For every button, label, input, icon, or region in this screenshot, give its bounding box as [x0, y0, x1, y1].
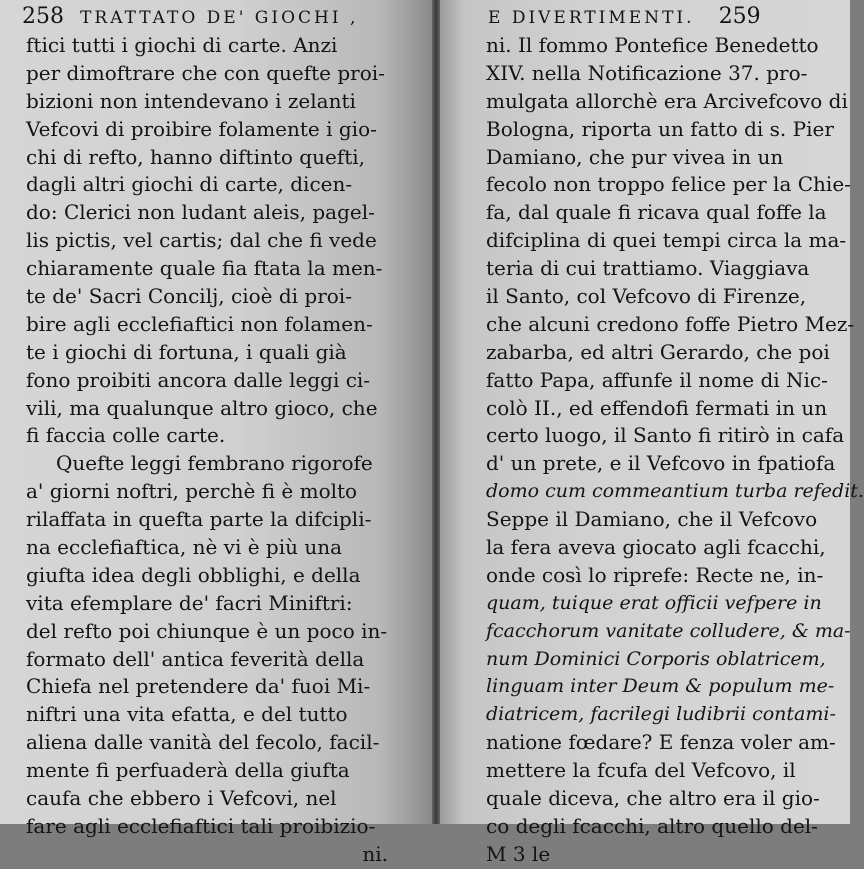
text-line: bire agli ecclefiaftici non folamen- — [26, 311, 373, 336]
text-line: la fera aveva giocato agli fcacchi, — [486, 535, 826, 560]
text-line: vili, ma qualunque altro gioco, che — [26, 395, 378, 420]
right-running-head — [488, 2, 761, 32]
text-line: Quefte leggi fembrano rigorofe — [56, 451, 373, 476]
text-line: Vefcovi di proibire folamente i gio- — [26, 116, 377, 141]
text-line: fa, dal quale fi ricava qual foffe la — [486, 200, 827, 225]
text-line: formato dell' antica feverità della — [26, 646, 365, 671]
text-line: te i giochi di fortuna, i quali già — [26, 339, 347, 364]
text-line: caufa che ebbero i Vefcovi, nel — [26, 786, 337, 811]
text-line: quale diceva, che altro era il gio- — [486, 786, 820, 811]
text-line: do: Clerici non ludant aleis, pagel- — [26, 200, 375, 225]
book-gutter — [432, 0, 440, 824]
right-running-title: E DIVERTIMENTI. — [488, 8, 695, 28]
text-line: il Santo, col Vefcovo di Firenze, — [486, 284, 807, 309]
text-line: certo luogo, il Santo fi ritirò in cafa — [486, 423, 845, 448]
text-line: linguam inter Deum & populum me- — [486, 675, 835, 698]
text-line: lis pictis, vel cartis; dal che fi vede — [26, 228, 377, 253]
left-running-head — [22, 2, 358, 32]
text-line: per dimoftrare che con quefte proi- — [26, 60, 385, 85]
left-page-number: 258 — [22, 4, 64, 29]
text-line: num Dominici Corporis oblatricem, — [486, 647, 826, 670]
text-line: chi di refto, hanno diftinto quefti, — [26, 144, 366, 169]
text-line: teria di cui trattiamo. Viaggiava — [486, 256, 810, 281]
text-line: vita efemplare de' facri Miniftri: — [26, 590, 353, 615]
text-line: bizioni non intendevano i zelanti — [26, 88, 356, 113]
text-line: na ecclefiaftica, nè vi è più una — [26, 535, 343, 560]
text-line: mente fi perfuaderà della giufta — [26, 758, 350, 783]
text-line: fecolo non troppo felice per la Chie- — [486, 172, 851, 197]
text-line: chiaramente quale fia ftata la men- — [26, 256, 383, 281]
text-line: domo cum commeantium turba refedit. — [486, 480, 864, 503]
left-page — [0, 0, 432, 866]
text-line: mettere la fcufa del Vefcovo, il — [486, 758, 796, 783]
left-running-title: TRATTATO DE' GIOCHI , — [80, 8, 359, 28]
text-line: onde così lo riprefe: Recte ne, in- — [486, 562, 824, 587]
text-line: quam, tuique erat officii vefpere in — [486, 591, 822, 614]
text-line: mulgata allorchè era Arcivefcovo di — [486, 88, 848, 113]
text-line: fono proibiti ancora dalle leggi ci- — [26, 367, 371, 392]
text-line: Chiefa nel pretendere da' fuoi Mi- — [26, 674, 371, 699]
text-line: fatto Papa, affunfe il nome di Nic- — [486, 367, 828, 392]
right-text-block — [486, 32, 864, 869]
text-line: ftici tutti i giochi di carte. Anzi — [26, 33, 338, 57]
text-line: M 3 le — [486, 841, 551, 866]
text-line: fcacchorum vanitate colludere, & ma- — [486, 619, 851, 642]
text-line: Damiano, che pur vivea in un — [486, 144, 784, 169]
text-line: XIV. nella Notificazione 37. pro- — [486, 60, 808, 85]
text-line: fare agli ecclefiaftici tali proibizio- — [26, 813, 376, 838]
text-line: giufta idea degli obblighi, e della — [26, 562, 361, 587]
text-line: del refto poi chiunque è un poco in- — [26, 618, 388, 643]
text-line: ni. Il fommo Pontefice Benedetto — [486, 33, 819, 57]
text-line: natione fœdare? E fenza voler am- — [486, 730, 836, 755]
text-line: che alcuni credono foffe Pietro Mez- — [486, 311, 855, 336]
text-line: te de' Sacri Concilj, cioè di proi- — [26, 284, 352, 309]
text-line: d' un prete, e il Vefcovo in fpatiofa — [486, 451, 836, 476]
text-line: colò II., ed effendofi fermati in un — [486, 395, 828, 420]
left-text-block — [26, 32, 396, 869]
text-line: difciplina di quei tempi circa la ma- — [486, 228, 847, 253]
text-line: niftri una vita efatta, e del tutto — [26, 702, 348, 727]
right-page-number: 259 — [718, 4, 761, 29]
text-line: a' giorni noftri, perchè fi è molto — [26, 479, 358, 504]
text-line: Seppe il Damiano, che il Vefcovo — [486, 507, 818, 532]
text-line: dagli altri giochi di carte, dicen- — [26, 172, 353, 197]
text-line: rilaffata in quefta parte la difcipli- — [26, 507, 372, 532]
right-page — [440, 0, 864, 866]
text-line: ni. — [362, 841, 388, 866]
text-line: Bologna, riporta un fatto di s. Pier — [486, 116, 834, 141]
text-line: diatricem, facrilegi ludibrii contami- — [486, 703, 836, 726]
text-line: co degli fcacchi, altro quello del- — [486, 813, 818, 838]
text-line: fi faccia colle carte. — [26, 423, 226, 448]
text-line: zabarba, ed altri Gerardo, che poi — [486, 339, 830, 364]
text-line: aliena dalle vanità del fecolo, facil- — [26, 730, 380, 755]
